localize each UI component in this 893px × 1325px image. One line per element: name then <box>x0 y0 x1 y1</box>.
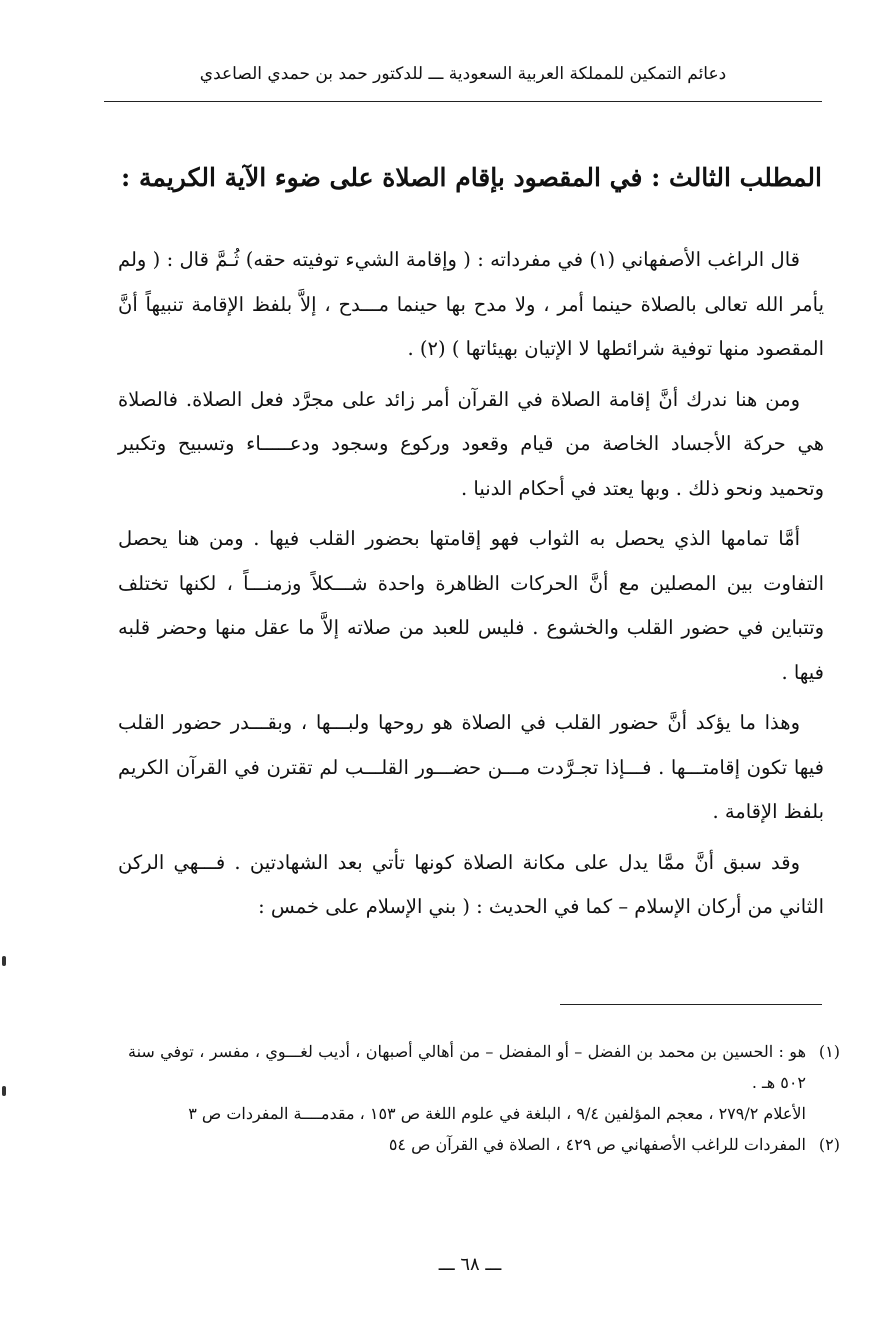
margin-mark <box>2 956 6 966</box>
running-header: دعائم التمكين للمملكة العربية السعودية ـــ للدكتور حمد بن حمدي الصاعدي <box>199 64 727 84</box>
paragraph: قال الراغب الأصفهاني (١) في مفرداته : ( وإقامة الشيء توفيته حقه) ثُـمَّ قال : ( ولم يأمر الله تعالى بالصلاة حينما أمر ، ولا مدح بها حينما مـــدح ، إلاَّ بلفظ الإقامة تنبيهاً أنَّ المقصود منها توفية شرائطها لا الإتيان بهيئاتها ) (٢) . <box>118 248 824 360</box>
paragraph: أمَّا تمامها الذي يحصل به الثواب فهو إقامتها بحضور القلب فيها . ومن هنا يحصل التفاوت بين المصلين مع أنَّ الحركات الظاهرة واحدة شـــكلاً وزمنـــاً ، لكنها تختلف وتتباين في حضور القلب والخشوع . فليس للعبد من صلاته إلاَّ ما عقل منها وحضر قلبه فيها . <box>118 527 824 684</box>
footnote-text: المفردات للراغب الأصفهاني ص ٤٢٩ ، الصلاة في القرآن ص ٥٤ <box>388 1135 806 1154</box>
footnote-marker: (٢) <box>818 1135 840 1154</box>
section-heading: المطلب الثالث : في المقصود بإقام الصلاة على ضوء الآية الكريمة : <box>121 163 822 192</box>
paragraph: وقد سبق أنَّ ممَّا يدل على مكانة الصلاة كونها تأتي بعد الشهادتين . فـــهي الركن الثاني من أركان الإسلام – كما في الحديث : ( بني الإسلام على خمس : <box>118 850 824 918</box>
margin-mark <box>2 1086 6 1096</box>
footnotes <box>128 1036 840 1160</box>
footnote-2 <box>128 1129 840 1160</box>
footnote-marker: (١) <box>818 1042 840 1061</box>
footnote-1-references: الأعلام ٢٧٩/٢ ، معجم المؤلفين ٩/٤ ، البلغة في علوم اللغة ص ١٥٣ ، مقدمــــة المفردات ص ٣ <box>188 1104 806 1123</box>
footnote-text: هو : الحسين بن محمد بن الفضل – أو المفضل – من أهالي أصبهان ، أديب لغـــوي ، مفسر ، توفي سنة ٥٠٢ هـ . <box>128 1042 806 1092</box>
page-number: ـــ ٦٨ ـــ <box>438 1254 502 1275</box>
paragraph: ومن هنا ندرك أنَّ إقامة الصلاة في القرآن أمر زائد على مجرَّد فعل الصلاة. فالصلاة هي حركة الأجساد الخاصة من قيام وقعود وركوع وسجود ودعـــــاء وتسبيح وتكبير وتحميد ونحو ذلك . وبها يعتد في أحكام الدنيا . <box>118 387 824 500</box>
body-text <box>118 238 824 930</box>
footnote-1 <box>128 1036 840 1098</box>
header-rule <box>104 101 822 102</box>
footnote-rule <box>560 1004 822 1005</box>
paragraph: وهذا ما يؤكد أنَّ حضور القلب في الصلاة هو روحها ولبـــها ، وبقـــدر حضور القلب فيها تكون إقامتـــها . فـــإذا تجـرَّدت مـــن حضـــور القلـــب لم تقترن في القرآن الكريم بلفظ الإقامة . <box>118 711 824 823</box>
